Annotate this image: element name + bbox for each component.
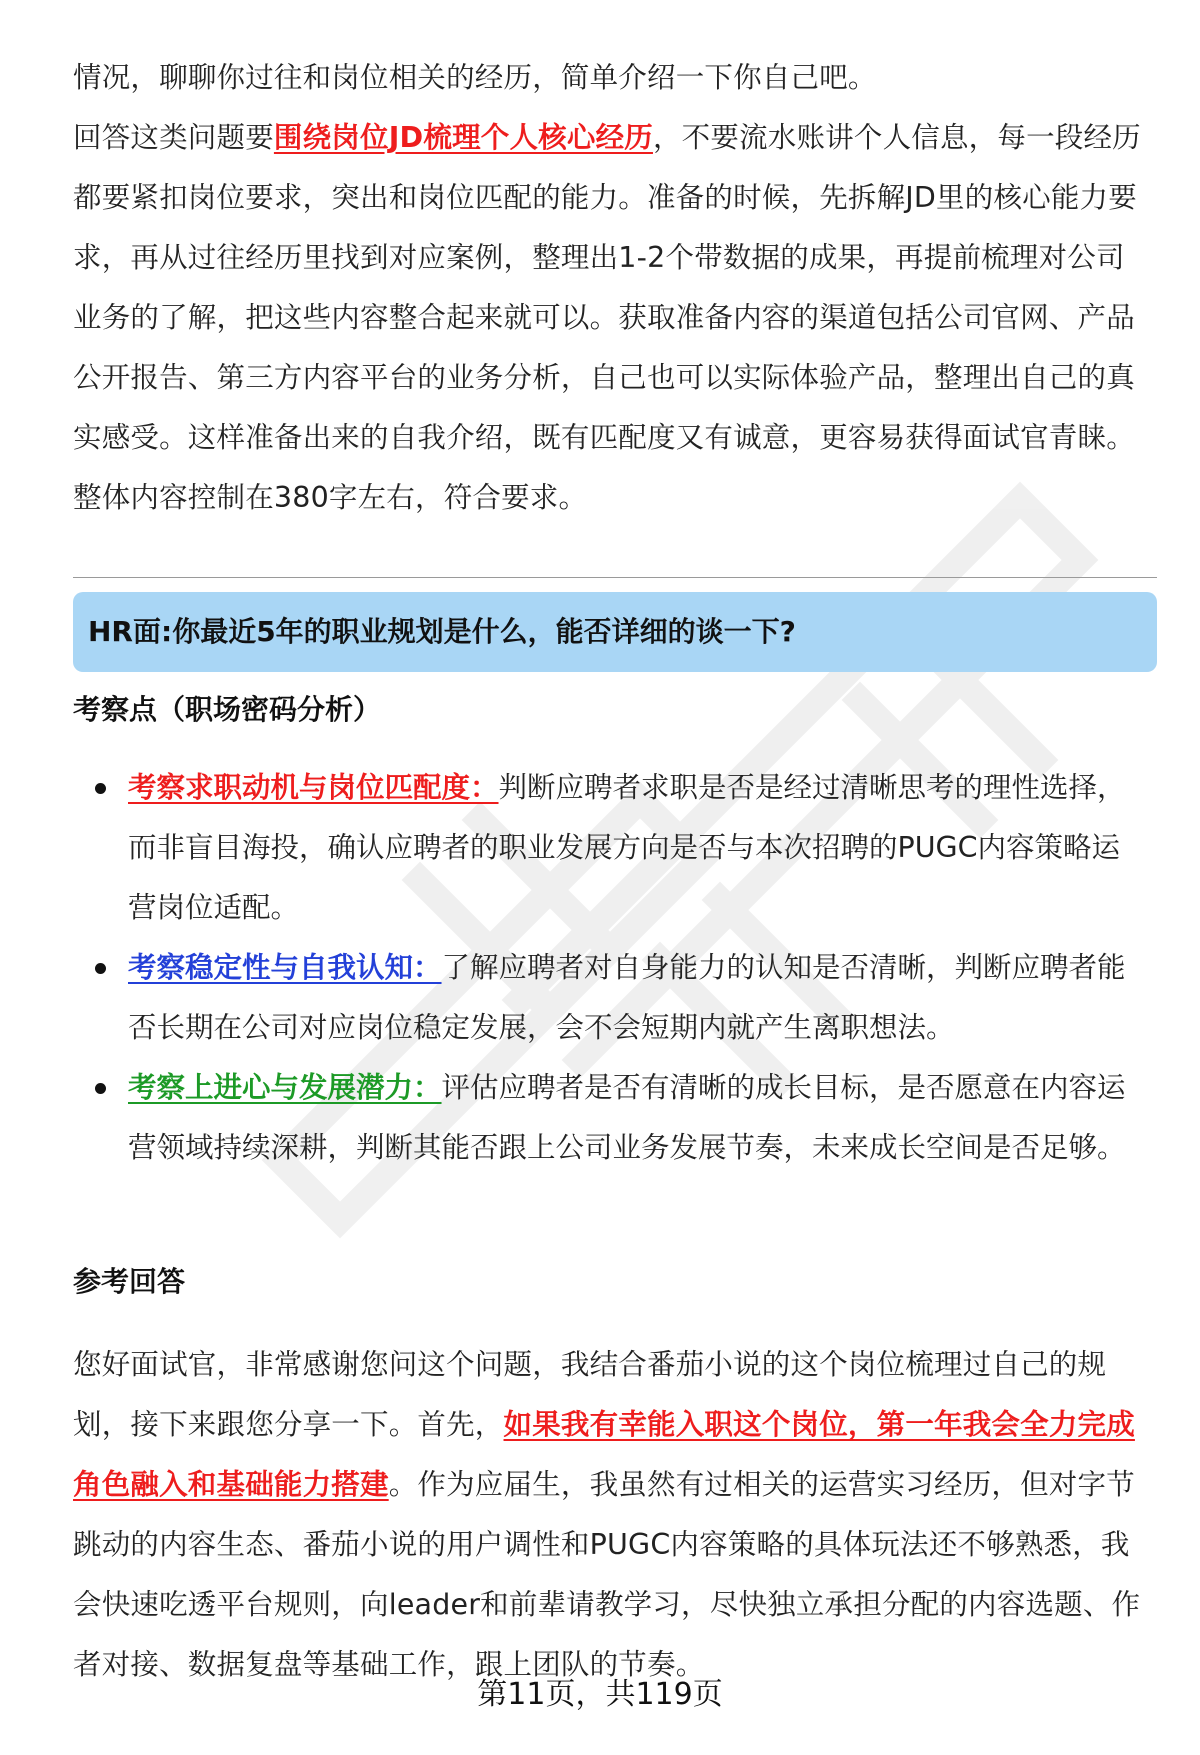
bullet-icon <box>95 783 106 794</box>
analysis-item-stability <box>128 938 1138 1058</box>
analysis-item-text: 判断应聘者求职是否是经过清晰思考的理性选择，而非盲目海投，确认应聘者的职业发展方向是否与本次招聘的PUGC内容策略运营岗位适配。 <box>128 771 1126 924</box>
analysis-item-title: 考察稳定性与自我认知： <box>128 951 442 984</box>
bullet-icon <box>95 963 106 974</box>
page-number: 第11页，共119页 <box>477 1677 723 1712</box>
intro-line <box>73 48 1153 108</box>
analysis-item-potential <box>128 1058 1138 1178</box>
answer-prefix: 您好面试官，非常感谢您问这个问题，我结合番茄小说的这个岗位梳理过自己的规划，接下来跟您分享一下。首先， <box>73 1348 1107 1441</box>
analysis-item-title: 考察求职动机与岗位匹配度： <box>128 771 499 804</box>
question-text: HR面:你最近5年的职业规划是什么，能否详细的谈一下? <box>88 615 796 648</box>
answer-heading: 参考回答 <box>73 1265 186 1298</box>
answer-highlight: 如果我有幸能入职这个岗位，第一年我会全力完成角色融入和基础能力搭建 <box>73 1408 1135 1501</box>
question-banner <box>73 592 1157 672</box>
analysis-item-text: 了解应聘者对自身能力的认知是否清晰，判断应聘者能否长期在公司对应岗位稳定发展，会不会短期内就产生离职想法。 <box>128 951 1126 1044</box>
analysis-heading: 考察点（职场密码分析） <box>73 693 382 726</box>
answer-paragraph <box>73 1335 1153 1695</box>
bullet-icon <box>95 1083 106 1094</box>
intro-paragraph-rest: ，不要流水账讲个人信息，每一段经历都要紧扣岗位要求，突出和岗位匹配的能力。准备的时候，先拆解JD里的核心能力要求，再从过往经历里找到对应案例，整理出1-2个带数据的成果，再提前梳理对公司业务的了解，把这些内容整合起来就可以。获取准备内容的渠道包括公司官网、产品公开报告、第三方内容平台的业务分析，自己也可以实际体验产品，整理出自己的真实感受。这样准备出来的自我介绍，既有匹配度又有诚意，更容易获得面试官青睐。整体内容控制在380字左右，符合要求。 <box>73 121 1141 514</box>
answer-rest: 。作为应届生，我虽然有过相关的运营实习经历，但对字节跳动的内容生态、番茄小说的用户调性和PUGC内容策略的具体玩法还不够熟悉，我会快速吃透平台规则，向leader和前辈请教学习，尽快独立承担分配的内容选题、作者对接、数据复盘等基础工作，跟上团队的节奏。 <box>73 1468 1141 1681</box>
intro-paragraph <box>73 108 1153 528</box>
analysis-item-title: 考察上进心与发展潜力： <box>128 1071 442 1104</box>
section-divider <box>73 577 1157 578</box>
intro-paragraph-prefix: 回答这类问题要 <box>73 121 274 154</box>
analysis-item-motivation <box>128 758 1138 938</box>
intro-line-text: 情况，聊聊你过往和岗位相关的经历，简单介绍一下你自己吧。 <box>73 61 877 94</box>
intro-highlight: 围绕岗位JD梳理个人核心经历 <box>273 121 653 154</box>
analysis-item-text: 评估应聘者是否有清晰的成长目标，是否愿意在内容运营领域持续深耕，判断其能否跟上公司业务发展节奏，未来成长空间是否足够。 <box>128 1071 1126 1164</box>
